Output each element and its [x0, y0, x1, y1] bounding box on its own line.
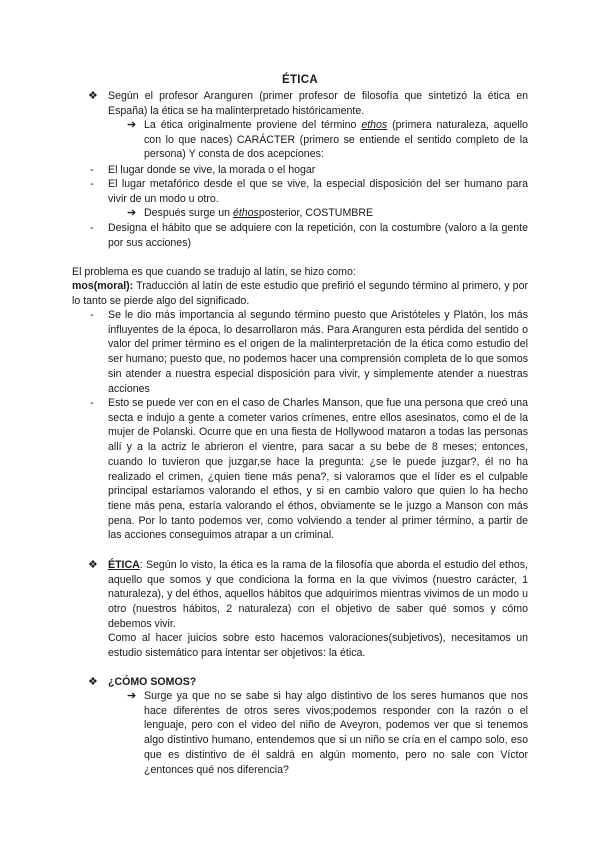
problem-line: El problema es que cuando se tradujo al latín, se hizo como: [72, 266, 356, 278]
como-somos-text: Surge ya que no se sabe si hay algo distintivo de los seres humanos que nos hace diferentes de otros seres vivos;podemos responder con la razón o el lenguaje, pero con el video del niño de Aveyron, podemos ver que si tenemos algo distintivo humano, entendemos que si un niño se cría en el campo solo, eso que es distintivo de él saldrá en algún momento, pero no sale con Víctor ¿entonces qué nos diferencia? [144, 690, 528, 776]
dash-item-2: El lugar metafórico desde el que se vive, la especial disposición del ser humano para vivir de un modo u otro. [108, 178, 528, 205]
diamond-bullet-icon: ❖ [88, 676, 98, 688]
como-somos-title: ¿CÓMO SOMOS? [108, 676, 197, 688]
dash-bullet-icon: - [90, 178, 94, 190]
ethos2-definition [144, 206, 528, 221]
mos-label: mos(moral): [72, 280, 134, 292]
dash-bullet-icon: - [90, 164, 94, 176]
ethos-before: La ética originalmente proviene del término [144, 119, 362, 131]
dash-bullet-icon: - [90, 309, 94, 321]
intro-bullet-text: Según el profesor Aranguren (primer profesor de filosofía que sintetizó la ética en España) la ética se ha malinterpretado históricamente. [108, 90, 528, 117]
ethos2-before: Después surge un [144, 207, 233, 219]
etica-text: : Según lo visto, la ética es la rama de la filosofía que aborda el estudio del ethos, aquello que somos y que condiciona la forma en la que vivimos (nuestro carácter, 1 naturaleza), y del éthos, aquellos hábitos que adquirimos mientras vivimos de un modo u otro (nuestros hábitos, 2 naturaleza) con el objetivo de saber qué somos y cómo debemos vivir. [108, 559, 528, 630]
dash-paragraph-1: Se le dio más importancia al segundo término puesto que Aristóteles y Platón, los más influyentes de la época, lo desarrollaron más. Para Aranguren esta pérdida del sentido o valor del primer término es el origen de la malinterpretación de la ética como estudio del ser humano; puesto que, no podemos hacer una comprensión completa de lo que somos sin atender a nuestra especial disposición para vivir, y simplemente atender a nuestras acciones [108, 309, 528, 395]
etica-paragraph [108, 558, 528, 632]
page-title: ÉTICA [282, 74, 318, 86]
diamond-bullet-icon: ❖ [88, 559, 98, 571]
ethos-definition [144, 118, 528, 162]
ethos2-after: posterior, COSTUMBRE [258, 207, 374, 219]
arrow-bullet-icon: ➔ [127, 207, 137, 219]
dash-item-1: El lugar donde se vive, la morada o el hogar [108, 164, 316, 176]
ethos2-term: éthos [232, 207, 259, 219]
arrow-bullet-icon: ➔ [127, 690, 137, 702]
mos-paragraph [72, 279, 528, 308]
dash-paragraph-2: Esto se puede ver con en el caso de Charles Manson, que fue una persona que creó una secta e indujo a gente a cometer varios crímenes, entre ellos asesinatos, como el de la mujer de Polanski. Ocurre que en una fiesta de Hollywood mataron a todas las personas allí y a la actriz le abrieron el vientre, para sacar a su bebe de 8 meses; entonces, cuando lo tuvieron que juzgar,se hace la pregunta: ¿se le puede juzgar?, él no ha realizado el crimen, ¿quien tiene más pena?, si valoramos que el líder es el culpable principal estaríamos valorando el ethos, y si en cambio valoro que quien lo ha hecho tiene más pena, estaría valorando el éthos, obviamente se le juzgo a Manson con más pena. Por lo tanto podemos ver, como volviendo a tender al primer término, a partir de las acciones conseguimos atrapar a un criminal. [108, 397, 528, 542]
dash-bullet-icon: - [90, 397, 94, 409]
ethos-after: (primera naturaleza, aquello con lo que naces) CARÁCTER (primero se entiende el sentido completo de la persona) Y consta de dos acepciones: [144, 119, 528, 161]
etica-paragraph-2: Como al hacer juicios sobre esto hacemos valoraciones(subjetivos), necesitamos un estudio sistemático para intentar ser objetivos: la ética. [108, 632, 528, 659]
dash-bullet-icon: - [90, 222, 94, 234]
diamond-bullet-icon: ❖ [88, 90, 98, 102]
arrow-bullet-icon: ➔ [127, 119, 137, 131]
ethos-term: ethos [361, 119, 388, 131]
dash-item-3: Designa el hábito que se adquiere con la repetición, con la costumbre (valoro a la gente por sus acciones) [108, 222, 528, 249]
etica-label: ÉTICA [108, 559, 140, 571]
mos-text: Traducción al latín de este estudio que prefirió el segundo término al primero, y por lo tanto se pierde algo del significado. [72, 280, 528, 307]
